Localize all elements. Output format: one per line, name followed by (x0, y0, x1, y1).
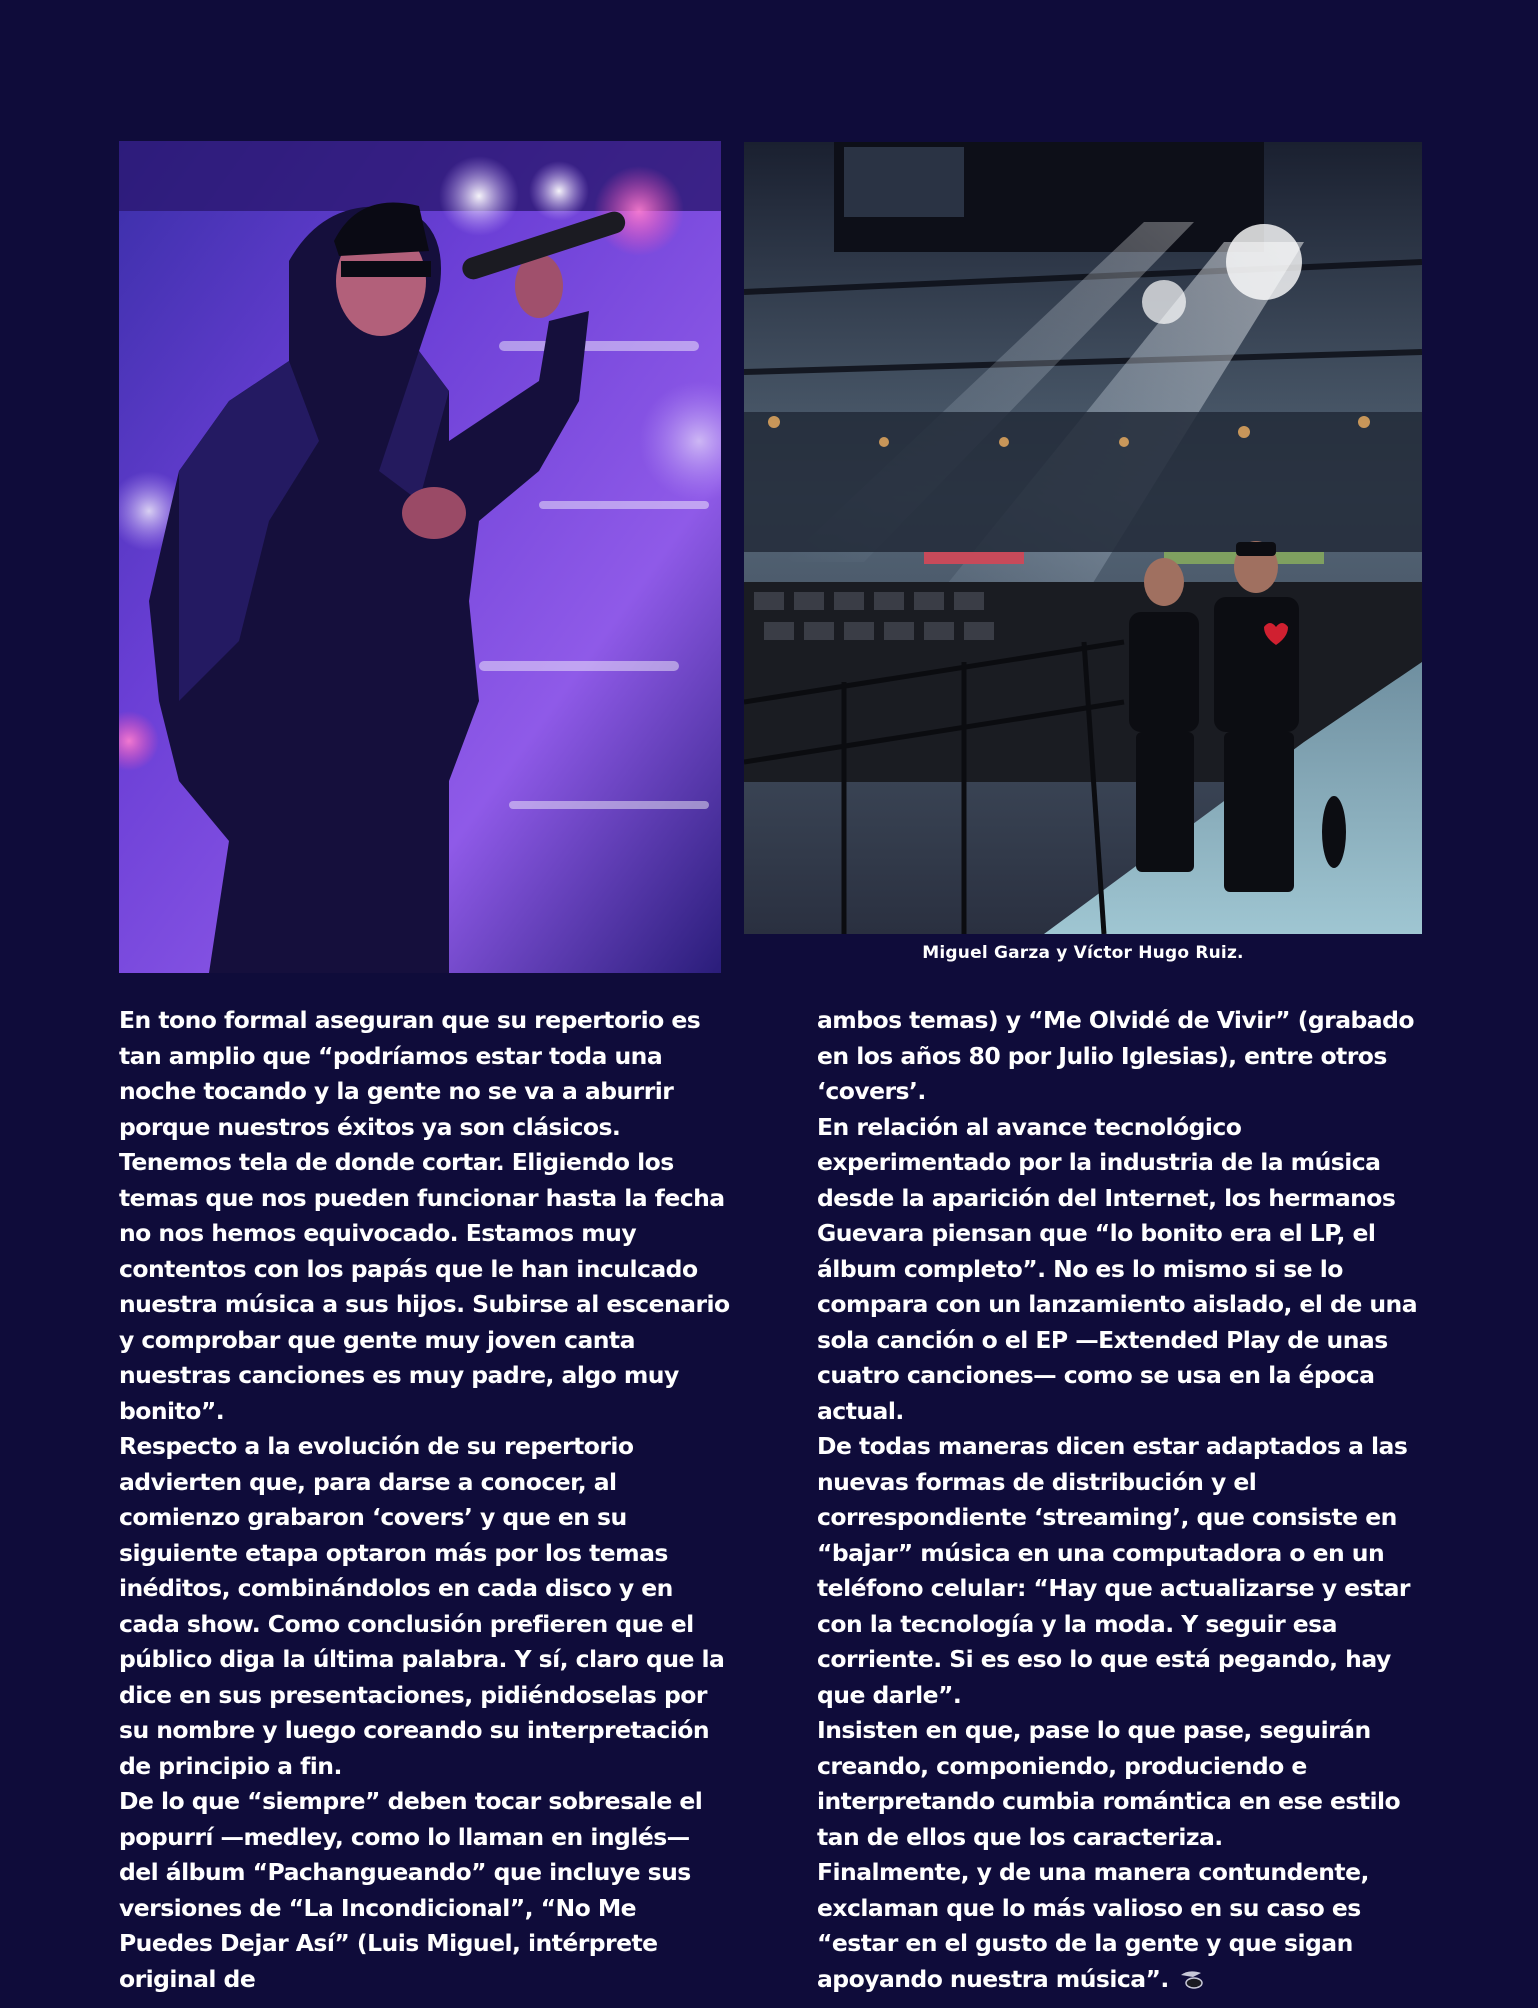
article-paragraph: ambos temas) y “Me Olvidé de Vivir” (grabado en los años 80 por Julio Iglesias), entre otros ‘covers’. (817, 1006, 1414, 1105)
arena-photo-image (744, 142, 1422, 934)
article-paragraph: En relación al avance tecnológico experimentado por la industria de la música desde la aparición del Internet, los hermanos Guevara piensan que “lo bonito era el LP, el álbum completo”. No es lo mismo si se lo compara con un lanzamiento aislado, el de una sola canción o el EP —Extended Play de unas cuatro canciones— como se usa en la época actual. (817, 1112, 1418, 1425)
article-paragraph: De lo que “siempre” deben tocar sobresale el popurrí —medley, como lo llaman en inglés— del álbum “Pachangueando” que incluye sus versiones de “La Incondicional”, “No Me Puedes Dejar Así” (Luis Miguel, intérprete original de (119, 1787, 703, 1993)
article-left-column (119, 1003, 731, 1997)
article-paragraph: Insisten en que, pase lo que pase, seguirán creando, componiendo, produciendo e interpretando cumbia romántica en ese estilo tan de ellos que los caracteriza. (817, 1716, 1401, 1851)
article-paragraph: En tono formal aseguran que su repertorio es tan amplio que “podríamos estar toda una noche tocando y la gente no se va a aburrir porque nuestros éxitos ya son clásicos. Tenemos tela de donde cortar. Eligiendo los temas que nos pueden funcionar hasta la fecha no nos hemos equivocado. Estamos muy contentos con los papás que le han inculcado nuestra música a sus hijos. Subirse al escenario y comprobar que gente muy joven canta nuestras canciones es muy padre, algo muy bonito”. (119, 1006, 730, 1425)
article-final-paragraph (817, 1855, 1429, 1997)
singer-photo (119, 141, 721, 973)
singer-photo-image (119, 141, 721, 973)
article-right-column (817, 1003, 1429, 1997)
end-of-article-icon (1179, 1964, 1205, 1984)
article-paragraph: Respecto a la evolución de su repertorio advierten que, para darse a conocer, al comienzo grabaron ‘covers’ y que en su siguiente etapa optaron más por los temas inéditos, combinándolos en cada disco y en cada show. Como conclusión prefieren que el público diga la última palabra. Y sí, claro que la dice en sus presentaciones, pidiéndoselas por su nombre y luego coreando su interpretación de principio a fin. (119, 1432, 725, 1780)
article-paragraph: De todas maneras dicen estar adaptados a las nuevas formas de distribución y el correspondiente ‘streaming’, que consiste en “bajar” música en una computadora o en un teléfono celular: “Hay que actualizarse y estar con la tecnología y la moda. Y seguir esa corriente. Si es eso lo que está pegando, hay que darle”. (817, 1432, 1410, 1709)
article-final-text: Finalmente, y de una manera contundente, exclaman que lo más valioso en su caso es “estar en el gusto de la gente y que sigan apoyando nuestra música”. (817, 1858, 1369, 1993)
photo-caption: Miguel Garza y Víctor Hugo Ruiz. (922, 943, 1244, 963)
arena-photo (744, 142, 1422, 934)
